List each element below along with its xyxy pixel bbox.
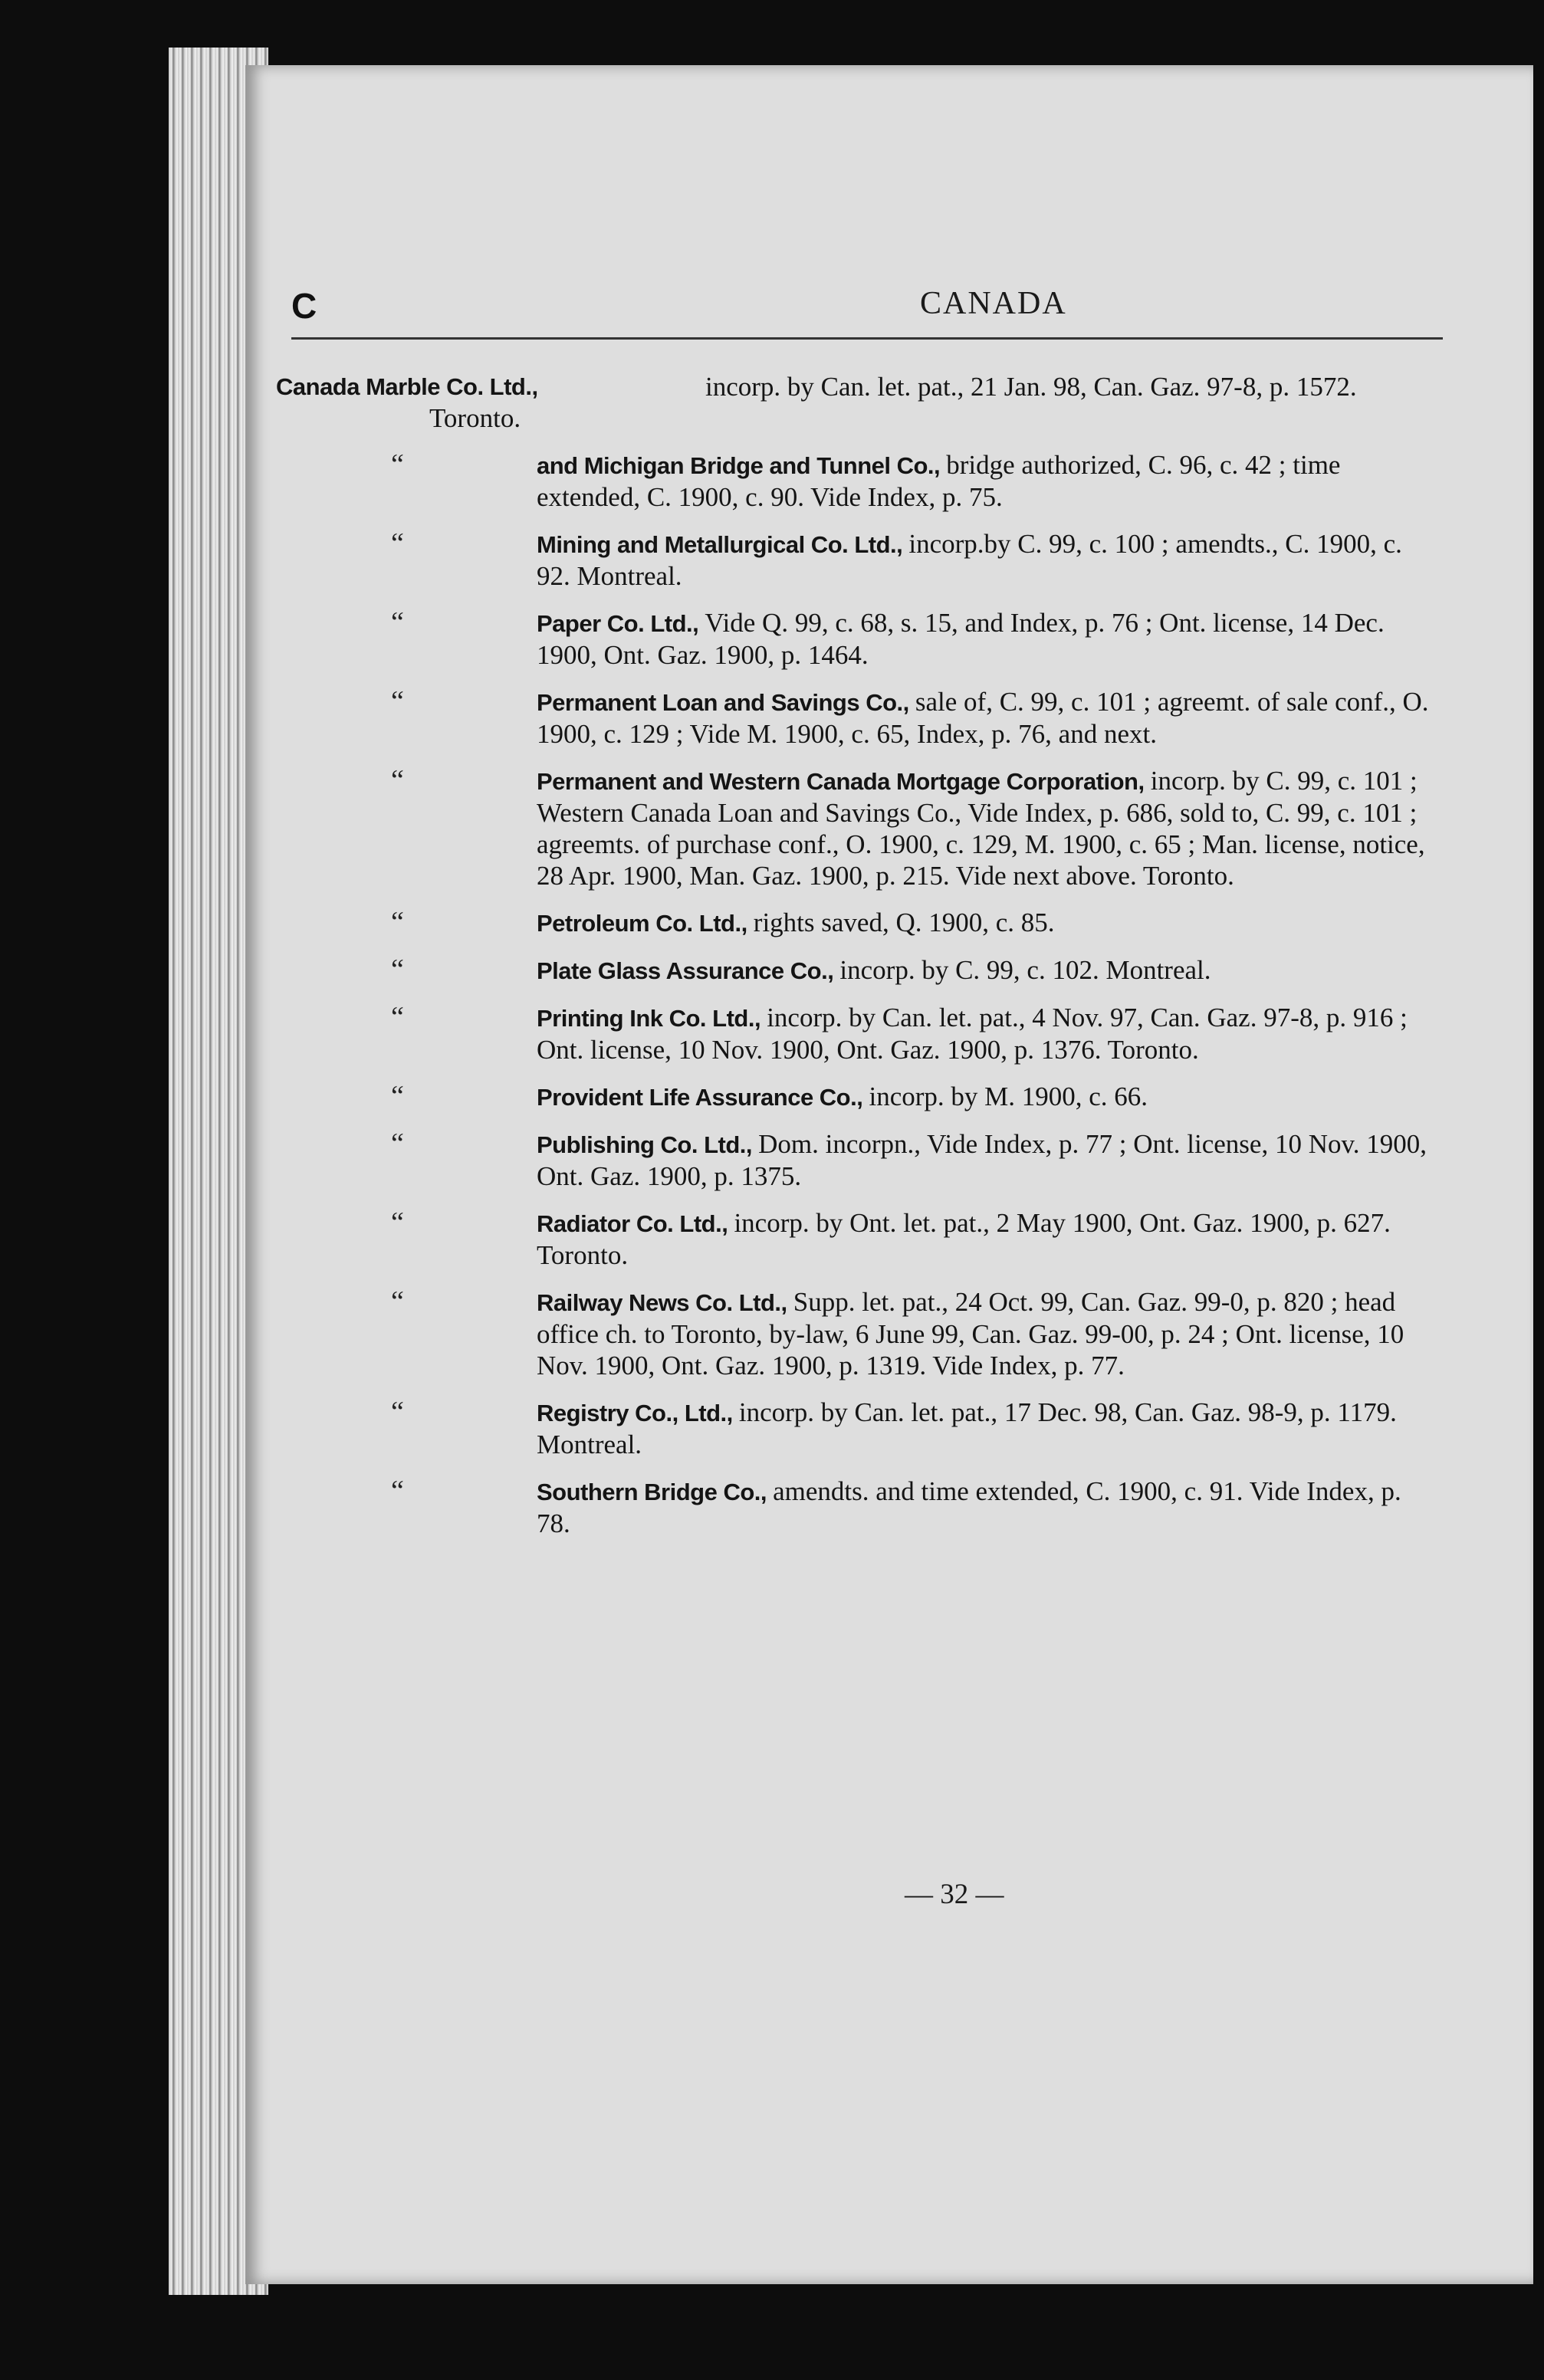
entry-name: and Michigan Bridge and Tunnel Co., [537, 452, 947, 479]
entry-name: Printing Ink Co. Ltd., [537, 1005, 767, 1032]
entry-name: Paper Co. Ltd., [537, 610, 705, 637]
list-item [391, 764, 1441, 891]
page-header [291, 285, 1443, 331]
ditto-mark: “ [391, 1206, 404, 1239]
entry-text: rights saved, Q. 1900, c. 85. [753, 908, 1055, 937]
entry-name: Publishing Co. Ltd., [537, 1131, 759, 1158]
list-item [391, 954, 1441, 986]
list-item [391, 527, 1441, 592]
list-item [391, 448, 1441, 513]
entry-text: amendts. and time extended, C. 1900, c. 91. Vide Index, p. 78. [537, 1476, 1401, 1538]
entry-text: incorp. by M. 1900, c. 66. [869, 1082, 1148, 1111]
entry-text: incorp. by Can. let. pat., 4 Nov. 97, Can. Gaz. 97-8, p. 916 ; Ont. license, 10 Nov. 1900, Ont. Gaz. 1900, p. 1376. Toronto. [537, 1003, 1408, 1065]
entry-text: incorp. by C. 99, c. 102. Montreal. [839, 955, 1211, 985]
ditto-mark: “ [391, 764, 404, 796]
entry-text: sale of, C. 99, c. 101 ; agreemt. of sale conf., O. 1900, c. 129 ; Vide M. 1900, c. 65, Index, p. 76, and next. [537, 687, 1429, 749]
entry-text: Dom. incorpn., Vide Index, p. 77 ; Ont. license, 10 Nov. 1900, Ont. Gaz. 1900, p. 1375. [537, 1129, 1427, 1191]
ditto-mark: “ [391, 906, 404, 938]
list-item [391, 606, 1441, 671]
ditto-mark: “ [391, 1080, 404, 1112]
list-item [391, 1206, 1441, 1271]
list-item [391, 1128, 1441, 1192]
page-title: CANADA [920, 286, 1067, 321]
ditto-mark: “ [391, 1475, 404, 1507]
entry-text: Vide Q. 99, c. 68, s. 15, and Index, p. 76 ; Ont. license, 14 Dec. 1900, Ont. Gaz. 1900, p. 1464. [537, 608, 1385, 670]
entry-name: Radiator Co. Ltd., [537, 1210, 734, 1237]
entry-list [276, 371, 1441, 1554]
entry-name: Southern Bridge Co., [537, 1479, 774, 1505]
ditto-mark: “ [391, 606, 404, 638]
list-item [391, 906, 1441, 939]
entry-name: Petroleum Co. Ltd., [537, 910, 754, 937]
entry-text: incorp. by C. 99, c. 101 ; Western Canada Loan and Savings Co., Vide Index, p. 686, sold to, C. 99, c. 101 ; agreemts. of purchase conf., O. 1900, c. 129, M. 1900, c. 65 ; Man. license, notice, 28 Apr. 1900, Man. Gaz. 1900, p. 215. Vide next above. Toronto. [537, 766, 1425, 891]
entry-text: incorp. by Ont. let. pat., 2 May 1900, Ont. Gaz. 1900, p. 627. Toronto. [537, 1208, 1391, 1270]
ditto-mark: “ [391, 448, 404, 481]
ditto-mark: “ [391, 1396, 404, 1428]
entry-text: incorp. by Can. let. pat., 17 Dec. 98, Can. Gaz. 98-9, p. 1179. Montreal. [537, 1397, 1397, 1459]
entry-name: Plate Glass Assurance Co., [537, 957, 840, 984]
ditto-mark: “ [391, 1001, 404, 1033]
entry-name: Mining and Metallurgical Co. Ltd., [537, 531, 909, 558]
list-item [391, 1080, 1441, 1113]
entry-name: Registry Co., Ltd., [537, 1400, 739, 1426]
entry-name: Permanent Loan and Savings Co., [537, 689, 915, 716]
list-item [391, 1285, 1441, 1381]
entry-text: bridge authorized, C. 96, c. 42 ; time extended, C. 1900, c. 90. Vide Index, p. 75. [537, 450, 1341, 512]
page-number: — 32 — [905, 1879, 1004, 1910]
list-item [391, 1475, 1441, 1539]
list-item [391, 685, 1441, 750]
entry-text: incorp.by C. 99, c. 100 ; amendts., C. 1900, c. 92. Montreal. [537, 529, 1402, 591]
ditto-mark: “ [391, 954, 404, 986]
list-item [276, 371, 1441, 434]
list-item [391, 1396, 1441, 1460]
entry-name: Provident Life Assurance Co., [537, 1084, 869, 1111]
ditto-mark: “ [391, 1128, 404, 1160]
entry-name: Railway News Co. Ltd., [537, 1289, 793, 1316]
ditto-mark: “ [391, 685, 404, 717]
header-rule [291, 337, 1443, 340]
list-item [391, 1001, 1441, 1065]
section-letter: C [291, 286, 317, 326]
ditto-mark: “ [391, 527, 404, 560]
ditto-mark: “ [391, 1285, 404, 1318]
entry-text: incorp. by Can. let. pat., 21 Jan. 98, Can. Gaz. 97-8, p. 1572. Toronto. [429, 372, 1357, 433]
entry-name: Permanent and Western Canada Mortgage Corporation, [537, 768, 1151, 795]
entry-name: Canada Marble Co. Ltd., [276, 373, 538, 400]
entry-text: Supp. let. pat., 24 Oct. 99, Can. Gaz. 99-0, p. 820 ; head office ch. to Toronto, by-law, 6 June 99, Can. Gaz. 99-00, p. 24 ; Ont. license, 10 Nov. 1900, Ont. Gaz. 1900, p. 1319. Vide Index, p. 77. [537, 1287, 1404, 1380]
